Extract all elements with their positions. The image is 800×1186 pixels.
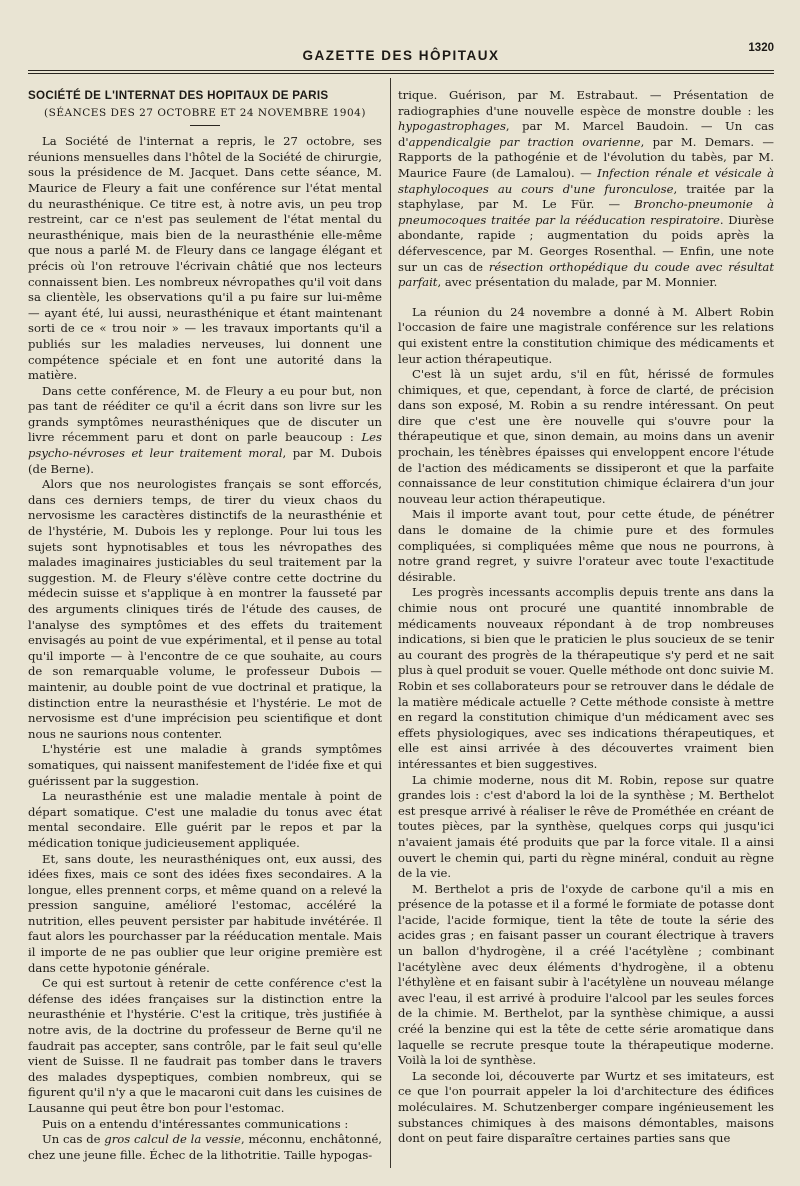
section-title: SOCIÉTÉ DE L'INTERNAT DES HOPITAUX DE PARIS — [28, 89, 329, 102]
paragraph: Puis on a entendu d'intéressantes communications : — [42, 1116, 349, 1131]
paragraph: trique. Guérison, par M. Estrabaut. — Présentation de radiographies d'une nouvelle espèce de monstre double : les hypogastrophages, par M. Marcel Baudoin. — Un cas d'appendicalgie par traction ovarienne, par M. Demars. — Rapports de la pathogénie et de l'évolution du tabès, par M. Maurice Faure (de Lamalou). — Infection rénale et vésicale à staphylocoques au cours d'une furonculose, traitée par la staphylase, par M. Le Für. — Broncho-pneumonie à pneumocoques traitée par la rééducation respiratoire. Diurèse abondante, rapide ; augmentation du poids après la défervescence, par M. Georges Rosenthal. — Enfin, une note sur un cas de résection orthopédique du coude avec résultat parfait, avec présentation du malade, par M. Monnier. — [398, 88, 774, 290]
left-column — [28, 88, 382, 1163]
paragraph: La seconde loi, découverte par Wurtz et ses imitateurs, est ce que l'on pourrait appeler la loi d'architecture des édifices moléculaires. M. Schutzenberger compare ingénieusement les substances chimiques à des maisons démontables, maisons dont on peut faire disparaître certaines parties sans que — [398, 1068, 774, 1146]
paragraph: C'est là un sujet ardu, s'il en fût, hérissé de formules chimiques, et que, cependant, à force de clarté, de précision dans son exposé, M. Robin a su rendre intéressant. On peut dire que c'est une ère nouvelle qui s'ouvre pour la thérapeutique et que, sinon demain, au moins dans un avenir prochain, les ténèbres épaisses qui enveloppent encore l'étude de l'action des médicaments se dissiperont et que la parfaite connaissance de leur constitution chimique éclairera d'un jour nouveau leur action thérapeutique. — [398, 367, 774, 506]
paragraph: Alors que nos neurologistes français se sont efforcés, dans ces derniers temps, de tirer du vieux chaos du nervosisme les caractères distinctifs de la neurasthénie et de l'hystérie, M. Dubois les y replonge. Pour lui tous les sujets sont hypnotisables et tous les névropathes des malades imaginaires justiciables du seul traitement par la suggestion. M. de Fleury s'élève contre cette doctrine du médecin suisse et s'applique à en montrer la fausseté par des arguments cliniques tirés de l'étude des causes, de l'analyse des symptômes et des effets du traitement envisagés au point de vue expérimental, et il pense au total qu'il importe — à l'encontre de ce que souhaite, au cours de son remarquable volume, le professeur Dubois — maintenir, au double point de vue doctrinal et pratique, la distinction entre la neurasthésie et l'hystérie. Le mot de nervosisme est d'une imprécision peu scientifique et dont nous ne saurions nous contenter. — [28, 477, 382, 741]
paragraph: Et, sans doute, les neurasthéniques ont, eux aussi, des idées fixes, mais ce sont des idées fixes secondaires. A la longue, elles prennent corps, et même quand on a relevé la pression sanguine, amélioré l'estomac, accéléré la nutrition, elles peuvent persister par habitude invétérée. Il faut alors les pourchasser par la rééducation mentale. Mais il importe de ne pas oublier que leur origine première est dans cette hypotonie générale. — [28, 851, 382, 975]
paragraph: Dans cette conférence, M. de Fleury a eu pour but, non pas tant de rééditer ce qu'il a écrit dans son livre sur les grands symptômes neurasthéniques que de discuter un livre récemment paru et dont on parle beaucoup : Les psycho-névroses et leur traitement moral, par M. Dubois (de Berne). — [28, 383, 382, 476]
paragraph: La Société de l'internat a repris, le 27 octobre, ses réunions mensuelles dans l'hôtel de la Société de chirurgie, sous la présidence de M. Jacquet. Dans cette séance, M. Maurice de Fleury a fait une conférence sur l'état mental du neurasthénique. Ce titre est, à notre avis, un peu trop restreint, car ce n'est pas seulement de l'état mental du neurasthénique, mais bien de la neurasthénie elle-même que nous a parlé M. de Fleury dans ce langage élégant et précis où l'on retrouve l'écrivain châtié que nos lecteurs connaissent bien. Les nombreux névropathes qu'il voit dans sa clientèle, les observations qu'il a pu faire sur lui-même — ayant été, lui aussi, neurasthénique et étant maintenant sorti de ce « trou noir » — les travaux importants qu'il a publiés sur les maladies nerveuses, lui donnent une compétence spéciale et en font une autorité dans la matière. — [28, 134, 382, 383]
paragraph: Un cas de gros calcul de la vessie, méconnu, enchâtonné, chez une jeune fille. Échec de la lithotritie. Taille hypogas- — [28, 1132, 382, 1162]
book-title: Les psycho-névroses et leur traitement moral — [28, 430, 382, 461]
paragraph: La réunion du 24 novembre a donné à M. Albert Robin l'occasion de faire une magistrale conférence sur les relations qui existent entre la constitution chimique des médicaments et leur action thérapeutique. — [398, 304, 774, 366]
page-number: 1320 — [748, 42, 774, 54]
page-header — [28, 20, 774, 66]
section-subtitle: (SÉANCES DES 27 OCTOBRE ET 24 NOVEMBRE 1904) — [44, 106, 366, 119]
short-rule — [190, 125, 220, 126]
column-divider — [390, 78, 391, 1168]
header-rule — [28, 70, 774, 71]
paragraph: Mais il importe avant tout, pour cette étude, de pénétrer dans le domaine de la chimie pure et des formules compliquées, si compliquées même que nous ne pourrons, à notre grand regret, y suivre l'orateur avec toute l'exactitude désirable. — [398, 507, 774, 584]
paragraph: L'hystérie est une maladie à grands symptômes somatiques, qui naissent manifestement de l'idée fixe et qui guérissent par la suggestion. — [28, 742, 382, 788]
paragraph: La chimie moderne, nous dit M. Robin, repose sur quatre grandes lois : c'est d'abord la loi de la synthèse ; M. Berthelot est presque arrivé à réaliser le rêve de Prométhée en créant de toutes pièces, par la synthèse, quelques corps qui jusqu'ici n'avaient jamais été produits que par la force vitale. Il a ainsi ouvert le chemin qui, parti du règne minéral, conduit au règne de la vie. — [398, 772, 774, 881]
paragraph: Les progrès incessants accomplis depuis trente ans dans la chimie nous ont procuré une quantité innombrable de médicaments nouveaux répondant à de trop nombreuses indications, si bien que le praticien le plus soucieux de se tenir au courant des progrès de la thérapeutique s'y perd et ne sait plus à quel produit se vouer. Quelle méthode ont donc suivie M. Robin et ses collaborateurs pour se retrouver dans le dédale de la matière médicale actuelle ? Cette méthode consiste à mettre en regard la constitution chimique d'un médicament avec ses effets physiologiques, avec ses indications thérapeutiques, et elle est ainsi arrivée à des découvertes vraiment bien intéressantes et bien suggestives. — [398, 585, 774, 771]
paragraph: M. Berthelot a pris de l'oxyde de carbone qu'il a mis en présence de la potasse et il a formé le formiate de potasse dont l'acide, l'acide formique, tient la tête de toute la série des acides gras ; en faisant passer un courant électrique à travers un ballon d'hydrogène, il a créé l'acétylène ; combinant l'acétylène avec deux éléments d'hydrogène, il a obtenu l'éthylène et en faisant subir à l'acétylène un nouveau mélange avec l'eau, il est arrivé à produire l'alcool par les seules forces de la chimie. M. Berthelot, par la synthèse chimique, a aussi créé la benzine qui est la tête de cette série aromatique dans laquelle se recrute presque toute la thérapeutique moderne. Voilà la loi de synthèse. — [398, 881, 774, 1068]
journal-title: GAZETTE DES HÔPITAUX — [302, 48, 500, 63]
header-rule-double — [28, 73, 774, 74]
paragraph: La neurasthénie est une maladie mentale à point de départ somatique. C'est une maladie du tonus avec état mental secondaire. Elle guérit par le repos et par la médication tonique judicieusement appliquée. — [28, 789, 382, 850]
section-gap — [398, 291, 774, 305]
paragraph: Ce qui est surtout à retenir de cette conférence c'est la défense des idées françaises sur la distinction entre la neurasthénie et l'hystérie. C'est la critique, très justifiée à notre avis, de la doctrine du professeur de Berne qu'il ne faudrait pas accepter, sans contrôle, par le fait seul qu'elle vient de Suisse. Il ne faudrait pas tomber dans le travers des malades dyspeptiques, combien nombreux, qui se figurent qu'il n'y a que le macaroni cuit dans les cuisines de Lausanne qui peut être bon pour l'estomac. — [28, 976, 382, 1115]
right-column — [398, 88, 774, 1147]
